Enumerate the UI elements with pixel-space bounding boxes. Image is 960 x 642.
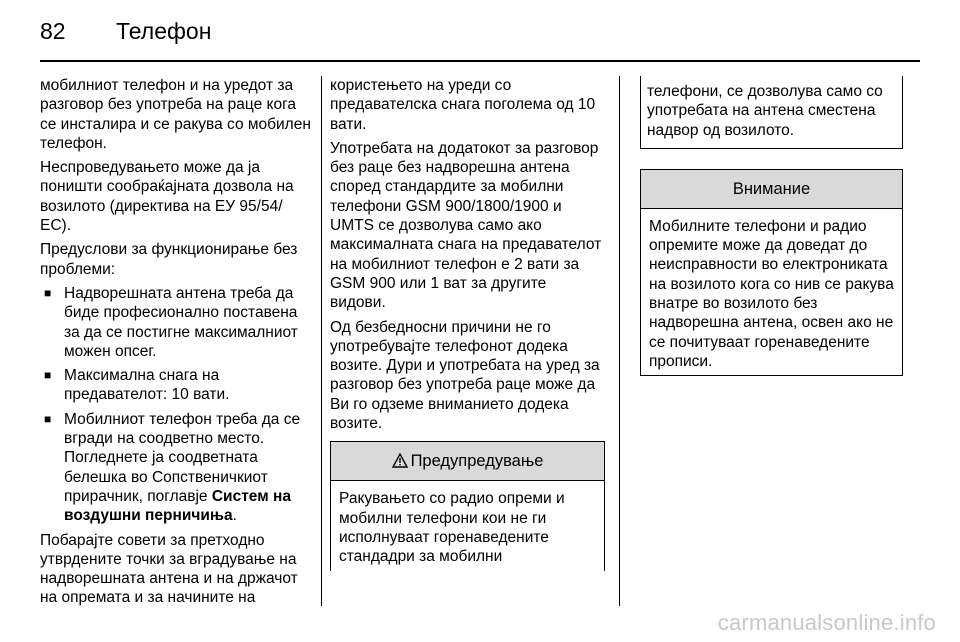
list-item-end: .	[232, 507, 237, 525]
list-item	[40, 410, 312, 526]
column-divider-2	[619, 76, 620, 606]
column-1	[40, 76, 312, 613]
cross-reference: Систем на воздушни перничиња	[64, 487, 291, 525]
column-2	[330, 76, 605, 571]
paragraph: користењето на уреди со предавателска снага поголема од 10 вати.	[330, 77, 596, 133]
list-item-text: Надворешната антена треба да биде професионално поставена за да се постигне максималниот можен опсег.	[64, 284, 298, 360]
header-rule	[40, 60, 920, 62]
paragraph: Од безбедносни причини не го употребувајте телефонот додека возите. Дури и употребата на уред за разговор без употреба раце може да Ви го одземе вниманието додека возите.	[330, 318, 600, 433]
warning-box-continued: телефони, се дозволува само со употребата на антена сместена надвор од возилото.	[640, 76, 903, 149]
column-3	[640, 76, 903, 376]
paragraph: Употребата на додатокот за разговор без раце без надворешна антена според стандардите за мобилни телефони GSM 900/1800/1900 и UMTS се дозволува само ако максималната снага на предавателот на мобилниот телефон е 2 вати за GSM 900 или 1 ват за другите видови.	[330, 139, 602, 312]
watermark: carmanualsonline.info	[717, 610, 936, 635]
column-divider-1	[321, 76, 322, 606]
list-item-text: Мобилниот телефон треба да се вгради на соодветно место. Погледнете ја соодветната белешка во Сопственичкиот прирачник, поглавје	[64, 410, 301, 505]
warning-box	[330, 441, 605, 570]
bullet-icon: ■	[44, 368, 52, 383]
warning-body: Ракувањето со радио опреми и мобилни телефони кои не ги исполнуваат горенаведените стандадри за мобилни	[339, 490, 565, 566]
list-item	[40, 284, 312, 361]
warning-header	[331, 442, 604, 481]
page-number: 82	[40, 18, 66, 44]
paragraph: Предуслови за функционирање без проблеми:	[40, 241, 298, 278]
paragraph: Побарајте совети за претходно утврдените точки за вградување на надворешната антена и на држачот на опремата и за начините на	[40, 531, 298, 607]
bullet-icon: ■	[44, 411, 52, 426]
list-item	[40, 366, 312, 405]
bullet-list	[40, 284, 312, 526]
bullet-icon: ■	[44, 285, 52, 300]
notice-box	[640, 169, 903, 376]
warning-title: Предупредување	[410, 452, 544, 471]
warning-triangle-icon	[392, 444, 408, 482]
notice-header: Внимание	[641, 170, 902, 209]
page-title: Телефон	[116, 18, 212, 44]
notice-body: Мобилните телефони и радио опремите може да доведат до неисправности во електрониката на возилото кога со нив се ракува внатре во возилото без надворешна антена, освен ако не се почитуваат горенаведените прописи.	[649, 217, 894, 370]
paragraph: мобилниот телефон и на уредот за разговор без употреба на раце кога се инсталира и се ракува со мобилен телефон.	[40, 77, 311, 152]
paragraph: Неспроведувањето може да ја поништи сообраќајната дозвола на возилото (директива на ЕУ 95/54/ЕС).	[40, 159, 294, 235]
list-item-text: Максимална снага на предавателот: 10 вати.	[64, 367, 230, 404]
